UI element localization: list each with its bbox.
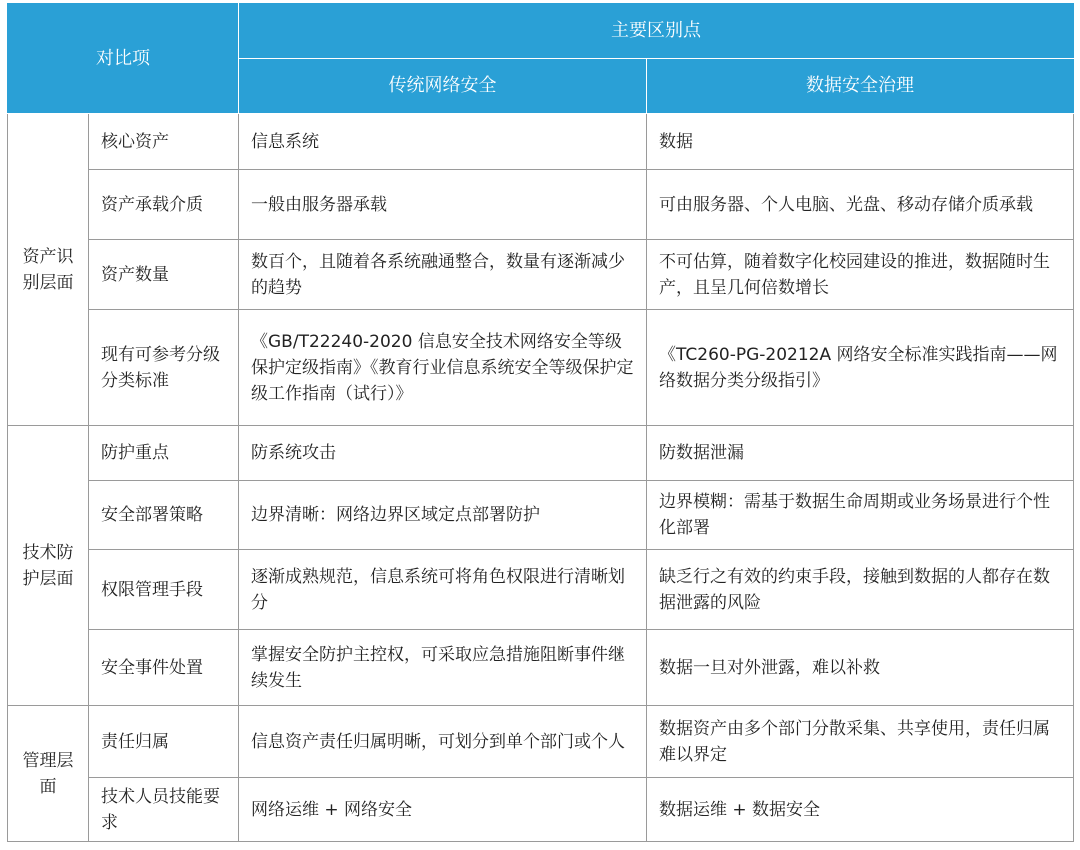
item-cell: 核心资产 (89, 114, 239, 170)
traditional-cell: 掌握安全防护主控权，可采取应急措施阻断事件继续发生 (239, 630, 647, 706)
item-cell: 责任归属 (89, 706, 239, 778)
traditional-cell: 信息系统 (239, 114, 647, 170)
traditional-cell: 信息资产责任归属明晰，可划分到单个部门或个人 (239, 706, 647, 778)
header-traditional: 传统网络安全 (239, 59, 647, 114)
governance-cell: 可由服务器、个人电脑、光盘、移动存储介质承载 (647, 170, 1074, 240)
traditional-cell: 数百个，且随着各系统融通整合，数量有逐渐减少的趋势 (239, 240, 647, 310)
item-cell: 防护重点 (89, 426, 239, 481)
table-row (8, 240, 1074, 310)
table-row (8, 481, 1074, 550)
table-row (8, 426, 1074, 481)
governance-cell: 防数据泄漏 (647, 426, 1074, 481)
item-cell: 资产数量 (89, 240, 239, 310)
governance-cell: 数据运维 + 数据安全 (647, 778, 1074, 842)
level-cell: 资产识别层面 (8, 114, 89, 426)
traditional-cell: 《GB/T22240-2020 信息安全技术网络安全等级保护定级指南》《教育行业信息系统安全等级保护定级工作指南（试行）》 (239, 310, 647, 426)
level-cell: 管理层面 (8, 706, 89, 842)
table-row (8, 630, 1074, 706)
header-governance: 数据安全治理 (647, 59, 1074, 114)
governance-cell: 数据 (647, 114, 1074, 170)
level-cell: 技术防护层面 (8, 426, 89, 706)
governance-cell: 缺乏行之有效的约束手段，接触到数据的人都存在数据泄露的风险 (647, 550, 1074, 630)
item-cell: 资产承载介质 (89, 170, 239, 240)
governance-cell: 边界模糊：需基于数据生命周期或业务场景进行个性化部署 (647, 481, 1074, 550)
traditional-cell: 逐渐成熟规范，信息系统可将角色权限进行清晰划分 (239, 550, 647, 630)
table-row (8, 170, 1074, 240)
header-main-diff: 主要区别点 (239, 4, 1074, 59)
traditional-cell: 防系统攻击 (239, 426, 647, 481)
table-row (8, 310, 1074, 426)
traditional-cell: 网络运维 + 网络安全 (239, 778, 647, 842)
governance-cell: 数据资产由多个部门分散采集、共享使用，责任归属难以界定 (647, 706, 1074, 778)
traditional-cell: 一般由服务器承载 (239, 170, 647, 240)
item-cell: 权限管理手段 (89, 550, 239, 630)
table-row (8, 550, 1074, 630)
item-cell: 安全事件处置 (89, 630, 239, 706)
table-row (8, 706, 1074, 778)
table-row (8, 114, 1074, 170)
comparison-table (7, 3, 1074, 842)
traditional-cell: 边界清晰：网络边界区域定点部署防护 (239, 481, 647, 550)
governance-cell: 《TC260-PG-20212A 网络安全标准实践指南——网络数据分类分级指引》 (647, 310, 1074, 426)
item-cell: 技术人员技能要求 (89, 778, 239, 842)
governance-cell: 数据一旦对外泄露，难以补救 (647, 630, 1074, 706)
governance-cell: 不可估算，随着数字化校园建设的推进，数据随时生产，且呈几何倍数增长 (647, 240, 1074, 310)
table-row (8, 778, 1074, 842)
item-cell: 现有可参考分级分类标准 (89, 310, 239, 426)
item-cell: 安全部署策略 (89, 481, 239, 550)
header-compare-item: 对比项 (8, 4, 239, 114)
